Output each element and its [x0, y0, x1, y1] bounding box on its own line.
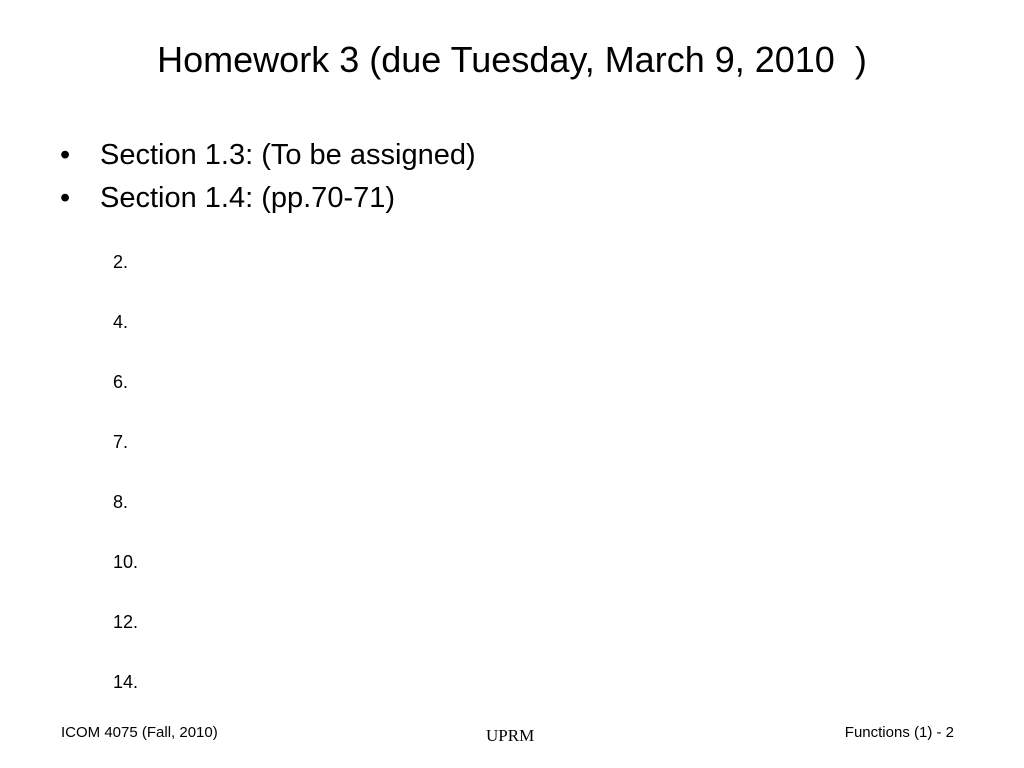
problem-number: 10. [113, 552, 139, 572]
problem-list [113, 250, 138, 730]
problem-number: 2. [113, 252, 129, 272]
problem-number: 6. [113, 372, 129, 392]
footer-institution: UPRM [486, 726, 535, 745]
bullet-item-section-1-4 [58, 177, 476, 220]
footer-course: ICOM 4075 (Fall, 2010) [61, 724, 218, 741]
bullet-dot-icon: • [60, 182, 71, 214]
problem-number: 14. [113, 672, 139, 692]
problem-number: 7. [113, 432, 129, 452]
bullet-list [58, 134, 476, 220]
problem-number: 4. [113, 312, 129, 332]
slide-title: Homework 3 (due Tuesday, March 9, 2010 ) [157, 39, 867, 80]
bullet-text: Section 1.4: (pp.70-71) [100, 182, 396, 214]
bullet-item-section-1-3 [58, 134, 476, 177]
problem-number: 8. [113, 492, 129, 512]
bullet-dot-icon: • [60, 139, 71, 171]
footer-slide-number: Functions (1) - 2 [844, 724, 954, 741]
bullet-text: Section 1.3: (To be assigned) [100, 139, 476, 171]
problem-number: 12. [113, 612, 139, 632]
